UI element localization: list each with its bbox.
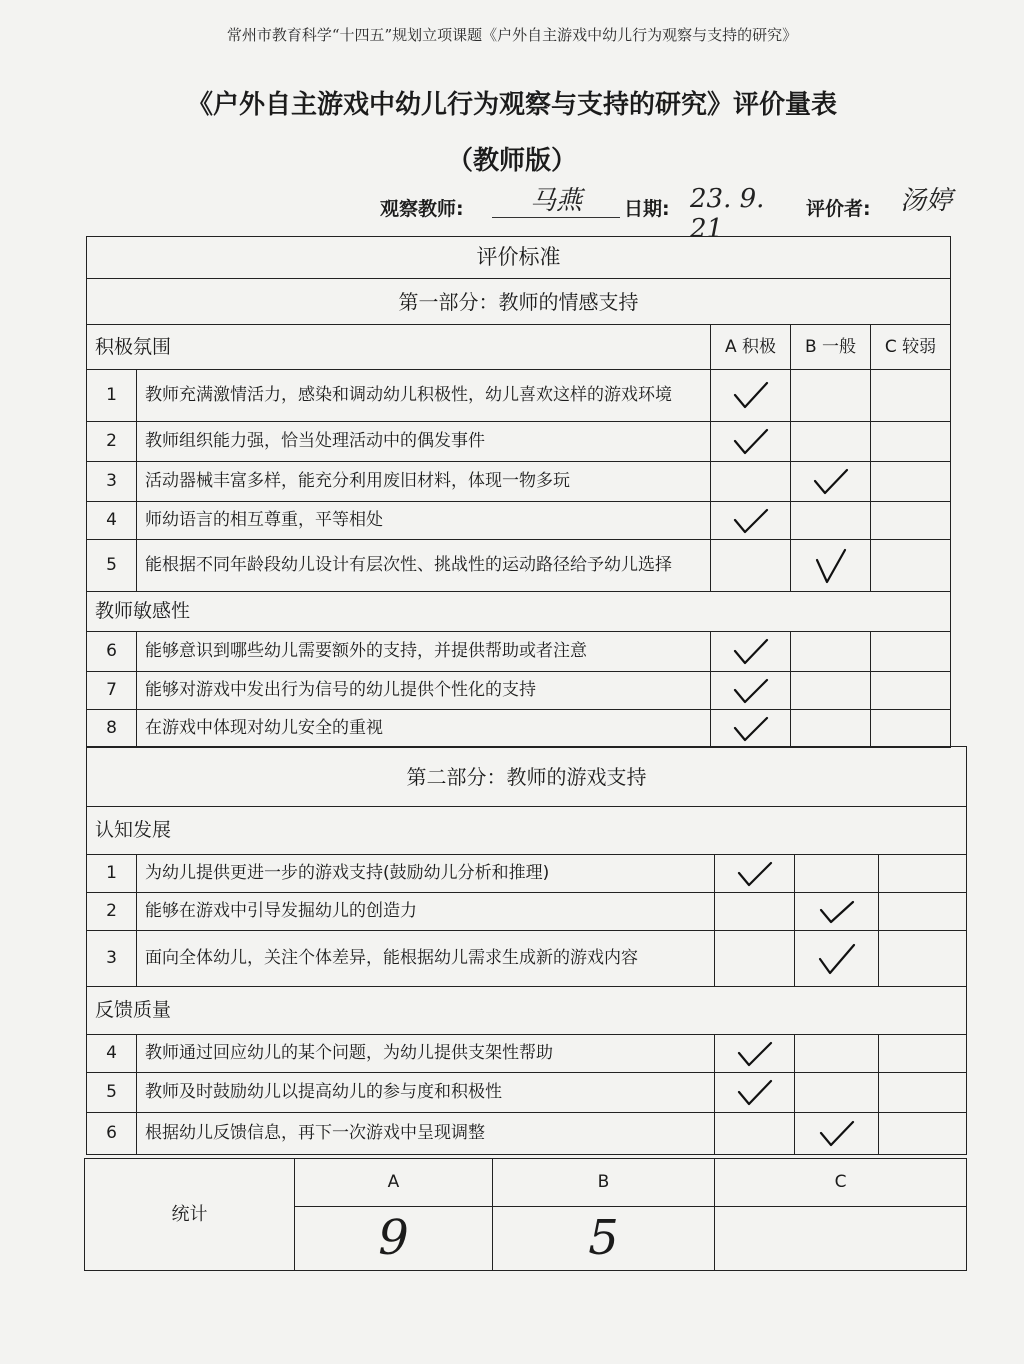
rating-cell-b bbox=[795, 893, 879, 931]
form-title: 《户外自主游戏中幼儿行为观察与支持的研究》评价量表 bbox=[186, 90, 837, 120]
date-label: 日期: bbox=[624, 198, 670, 220]
column-header-c: C 较弱 bbox=[871, 325, 951, 370]
item-number: 7 bbox=[87, 672, 137, 710]
table-row bbox=[87, 540, 951, 592]
item-text: 教师组织能力强，恰当处理活动中的偶发事件 bbox=[137, 422, 711, 462]
item-number: 8 bbox=[87, 710, 137, 748]
check-mark-icon bbox=[816, 941, 858, 977]
rating-cell-a bbox=[715, 1073, 795, 1113]
rating-cell-c bbox=[879, 1073, 967, 1113]
item-text: 为幼儿提供更进一步的游戏支持(鼓励幼儿分析和推理) bbox=[137, 855, 715, 893]
date-handwritten: 23. 9. 21 bbox=[690, 184, 765, 244]
table-row bbox=[87, 422, 951, 462]
evaluator-label: 评价者: bbox=[806, 198, 871, 220]
stat-header-b: B bbox=[493, 1159, 715, 1207]
item-text: 能够对游戏中发出行为信号的幼儿提供个性化的支持 bbox=[137, 672, 711, 710]
item-number: 2 bbox=[87, 422, 137, 462]
rating-cell-b bbox=[795, 1073, 879, 1113]
rating-cell-c bbox=[871, 632, 951, 672]
check-mark-icon bbox=[735, 1077, 775, 1109]
rating-cell-c bbox=[879, 931, 967, 987]
rating-cell-a bbox=[715, 1113, 795, 1155]
project-header: 常州市教育科学“十四五”规划立项课题《户外自主游戏中幼儿行为观察与支持的研究》 bbox=[226, 26, 798, 44]
check-mark-icon bbox=[731, 714, 771, 744]
stat-header-a: A bbox=[295, 1159, 493, 1207]
item-text: 能够意识到哪些幼儿需要额外的支持，并提供帮助或者注意 bbox=[137, 632, 711, 672]
rating-cell-b bbox=[791, 672, 871, 710]
rating-cell-a bbox=[711, 540, 791, 592]
part1-table bbox=[86, 236, 951, 748]
check-mark-icon bbox=[731, 636, 771, 668]
item-text: 教师及时鼓励幼儿以提高幼儿的参与度和积极性 bbox=[137, 1073, 715, 1113]
rating-cell-b bbox=[795, 931, 879, 987]
item-number: 2 bbox=[87, 893, 137, 931]
table-row bbox=[87, 855, 967, 893]
item-text: 教师通过回应幼儿的某个问题，为幼儿提供支架性帮助 bbox=[137, 1035, 715, 1073]
group-name: 积极氛围 bbox=[87, 325, 711, 370]
table-row bbox=[87, 931, 967, 987]
rating-cell-c bbox=[871, 672, 951, 710]
item-text: 活动器械丰富多样，能充分利用废旧材料，体现一物多玩 bbox=[137, 462, 711, 502]
check-mark-icon bbox=[811, 546, 851, 586]
item-number: 6 bbox=[87, 1113, 137, 1155]
rating-cell-b bbox=[795, 855, 879, 893]
item-number: 5 bbox=[87, 540, 137, 592]
table-row bbox=[87, 1035, 967, 1073]
table-row bbox=[87, 1073, 967, 1113]
evaluator-signature: 汤婷 bbox=[899, 186, 952, 216]
item-number: 4 bbox=[87, 502, 137, 540]
item-number: 1 bbox=[87, 370, 137, 422]
rating-cell-a bbox=[715, 931, 795, 987]
rating-cell-b bbox=[791, 710, 871, 748]
criteria-title: 评价标准 bbox=[87, 237, 951, 279]
rating-cell-c bbox=[871, 422, 951, 462]
part2-title: 第二部分：教师的游戏支持 bbox=[87, 747, 967, 807]
item-text: 教师充满激情活力，感染和调动幼儿积极性，幼儿喜欢这样的游戏环境 bbox=[137, 370, 711, 422]
table-row bbox=[87, 462, 951, 502]
rating-cell-c bbox=[879, 855, 967, 893]
table-row bbox=[87, 370, 951, 422]
part2-table bbox=[86, 746, 967, 1155]
check-mark-icon bbox=[817, 1118, 857, 1150]
rating-cell-a bbox=[711, 422, 791, 462]
statistics-table bbox=[84, 1158, 967, 1271]
table-row bbox=[87, 632, 951, 672]
stat-value-c bbox=[715, 1207, 967, 1271]
rating-cell-c bbox=[879, 1035, 967, 1073]
rating-cell-c bbox=[871, 462, 951, 502]
table-row bbox=[87, 502, 951, 540]
group-name: 认知发展 bbox=[87, 807, 967, 855]
part1-title: 第一部分：教师的情感支持 bbox=[87, 279, 951, 325]
rating-cell-c bbox=[871, 502, 951, 540]
item-text: 能够在游戏中引导发掘幼儿的创造力 bbox=[137, 893, 715, 931]
column-header-a: A 积极 bbox=[711, 325, 791, 370]
item-number: 1 bbox=[87, 855, 137, 893]
rating-cell-b bbox=[795, 1113, 879, 1155]
item-text: 师幼语言的相互尊重，平等相处 bbox=[137, 502, 711, 540]
teacher-label: 观察教师: bbox=[380, 198, 464, 220]
rating-cell-c bbox=[879, 1113, 967, 1155]
table-row bbox=[87, 1113, 967, 1155]
rating-cell-c bbox=[871, 370, 951, 422]
check-mark-icon bbox=[735, 1039, 775, 1069]
rating-cell-c bbox=[871, 710, 951, 748]
rating-cell-c bbox=[871, 540, 951, 592]
stat-value-b: 5 bbox=[493, 1207, 715, 1271]
rating-cell-a bbox=[711, 502, 791, 540]
item-number: 6 bbox=[87, 632, 137, 672]
statistics-label: 统计 bbox=[85, 1159, 295, 1271]
group-name: 教师敏感性 bbox=[87, 592, 951, 632]
item-number: 4 bbox=[87, 1035, 137, 1073]
rating-cell-a bbox=[715, 855, 795, 893]
item-number: 3 bbox=[87, 931, 137, 987]
item-text: 能根据不同年龄段幼儿设计有层次性、挑战性的运动路径给予幼儿选择 bbox=[137, 540, 711, 592]
check-mark-icon bbox=[735, 859, 775, 889]
stat-header-c: C bbox=[715, 1159, 967, 1207]
rating-cell-a bbox=[711, 632, 791, 672]
check-mark-icon bbox=[731, 426, 771, 458]
group-name: 反馈质量 bbox=[87, 987, 967, 1035]
check-mark-icon bbox=[731, 676, 771, 706]
rating-cell-a bbox=[715, 1035, 795, 1073]
item-number: 5 bbox=[87, 1073, 137, 1113]
item-text: 在游戏中体现对幼儿安全的重视 bbox=[137, 710, 711, 748]
rating-cell-c bbox=[879, 893, 967, 931]
rating-cell-b bbox=[791, 370, 871, 422]
teacher-name-handwritten: 马燕 bbox=[492, 180, 620, 218]
column-header-b: B 一般 bbox=[791, 325, 871, 370]
rating-cell-b bbox=[791, 502, 871, 540]
table-row bbox=[87, 893, 967, 931]
item-number: 3 bbox=[87, 462, 137, 502]
check-mark-icon bbox=[731, 379, 771, 413]
rating-cell-b bbox=[791, 540, 871, 592]
check-mark-icon bbox=[811, 466, 851, 498]
rating-cell-a bbox=[711, 710, 791, 748]
check-mark-icon bbox=[731, 506, 771, 536]
table-row bbox=[87, 710, 951, 748]
rating-cell-a bbox=[711, 672, 791, 710]
form-subtitle: （教师版） bbox=[446, 146, 577, 176]
rating-cell-b bbox=[791, 422, 871, 462]
stat-value-a: 9 bbox=[295, 1207, 493, 1271]
item-text: 面向全体幼儿，关注个体差异，能根据幼儿需求生成新的游戏内容 bbox=[137, 931, 715, 987]
rating-cell-b bbox=[795, 1035, 879, 1073]
check-mark-icon bbox=[817, 898, 857, 926]
rating-cell-a bbox=[711, 370, 791, 422]
item-text: 根据幼儿反馈信息，再下一次游戏中呈现调整 bbox=[137, 1113, 715, 1155]
rating-cell-a bbox=[711, 462, 791, 502]
rating-cell-b bbox=[791, 462, 871, 502]
table-row bbox=[87, 672, 951, 710]
rating-cell-a bbox=[715, 893, 795, 931]
rating-cell-b bbox=[791, 632, 871, 672]
